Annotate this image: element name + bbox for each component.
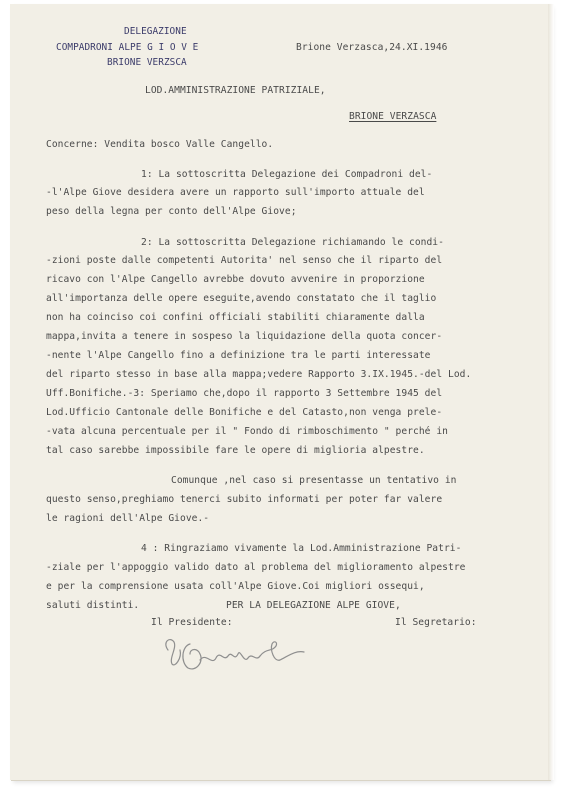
recipient-line-2: BRIONE VERZASCA <box>349 111 437 122</box>
letter-date: Brione Verzasca,24.XI.1946 <box>296 42 448 53</box>
body-line: -nente l'Alpe Cangello fino a definizione tra le parti interessate <box>46 350 431 361</box>
body-line: mappa,invita a tenere in sospeso la liquidazione della quota concer- <box>46 331 443 342</box>
subject-line: Concerne: Vendita bosco Valle Cangello. <box>46 139 274 150</box>
letterhead-line-1: DELEGAZIONE <box>124 26 187 37</box>
body-line: -l'Alpe Giove desidera avere un rapporto sull'importo attuale del <box>46 187 425 198</box>
body-line: del riparto stesso in base alla mappa;vedere Rapporto 3.IX.1945.-del Lod. <box>46 369 472 380</box>
body-line: e per la comprensione usata coll'Alpe Giove.Coi migliori ossequi, <box>46 581 425 592</box>
body-line: questo senso,preghiamo tenerci subito informati per poter far valere <box>46 494 443 505</box>
body-line: -zioni poste dalle competenti Autorita' nel senso che il riparto del <box>46 255 443 266</box>
letterhead-line-2: COMPADRONI ALPE G I O V E <box>56 42 199 53</box>
president-label: Il Presidente: <box>151 617 233 628</box>
body-line: Comunque ,nel caso si presentasse un tentativo in <box>171 475 457 486</box>
body-line: saluti distinti. <box>46 600 140 611</box>
body-line: all'importanza delle opere eseguite,avendo constatato che il taglio <box>46 293 437 304</box>
body-line: 2: La sottoscritta Delegazione richiamando le condi- <box>141 237 444 248</box>
sheet-edge <box>548 4 554 780</box>
body-line: -ziale per l'appoggio valido dato al problema del miglioramento alpestre <box>46 562 466 573</box>
body-line: peso della legna per conto dell'Alpe Giove; <box>46 206 297 217</box>
body-line: le ragioni dell'Alpe Giove.- <box>46 513 210 524</box>
secretary-label: Il Segretario: <box>395 617 477 628</box>
body-line: ricavo con l'Alpe Cangello avrebbe dovuto avvenire in proporzione <box>46 274 425 285</box>
body-line: 4 : Ringraziamo vivamente la Lod.Amministrazione Patri- <box>141 543 462 554</box>
letterhead-line-3: BRIONE VERZSCA <box>107 57 187 68</box>
body-line: Lod.Ufficio Cantonale delle Bonifiche e del Catasto,non venga prele- <box>46 407 443 418</box>
closing-organization: PER LA DELEGAZIONE ALPE GIOVE, <box>226 600 401 611</box>
body-line: tal caso sarebbe impossibile fare le opere di miglioria alpestre. <box>46 445 425 456</box>
body-line: non ha coinciso coi confini officiali stabiliti chiaramente dalla <box>46 312 425 323</box>
body-line: -vata alcuna percentuale per il " Fondo di rimboschimento " perché in <box>46 426 448 437</box>
president-signature <box>160 632 310 676</box>
body-line: 1: La sottoscritta Delegazione dei Compadroni del- <box>141 169 433 180</box>
body-line: Uff.Bonifiche.-3: Speriamo che,dopo il rapporto 3 Settembre 1945 del <box>46 388 443 399</box>
recipient-line-1: LOD.AMMINISTRAZIONE PATRIZIALE, <box>145 85 326 96</box>
